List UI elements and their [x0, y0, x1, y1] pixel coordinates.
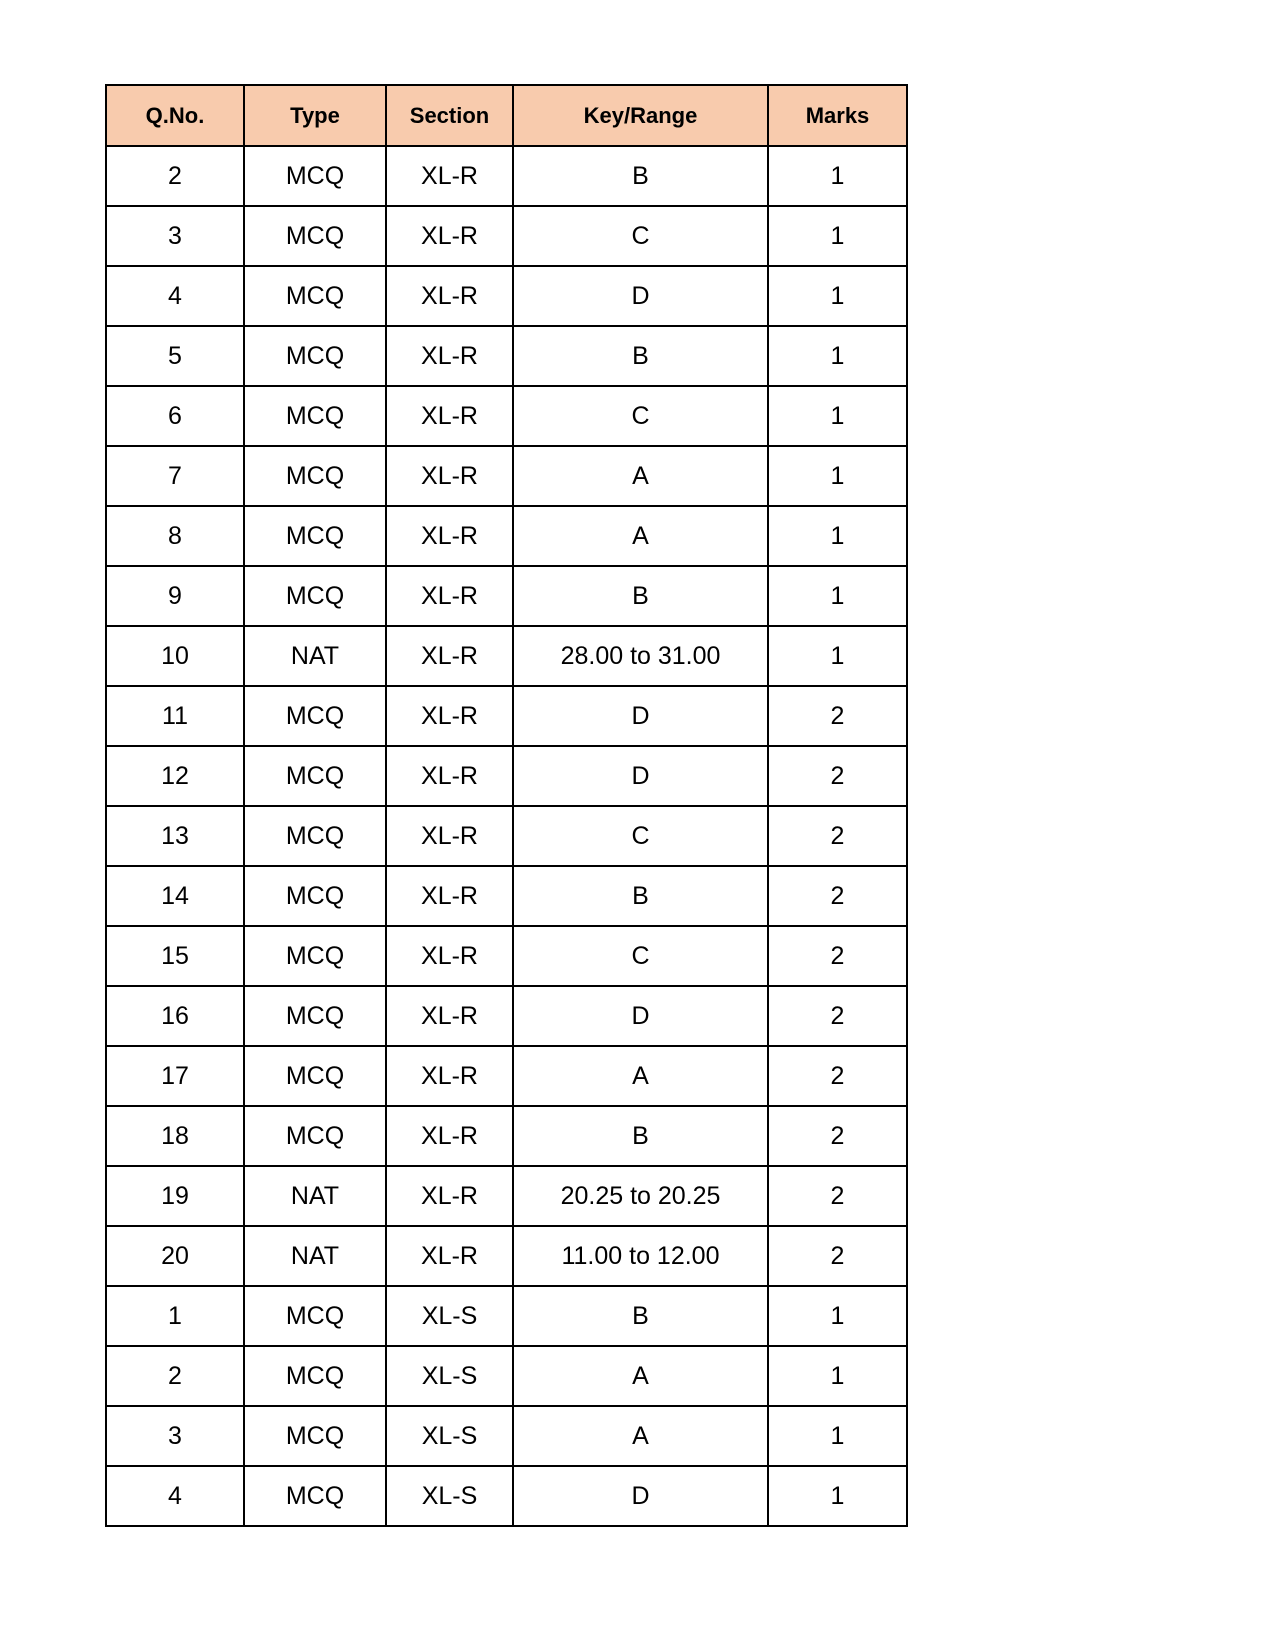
- cell-key-range: B: [513, 1106, 768, 1166]
- cell-marks: 1: [768, 146, 907, 206]
- cell-type: MCQ: [244, 806, 386, 866]
- cell-section: XL-R: [386, 1166, 513, 1226]
- cell-qno: 19: [106, 1166, 244, 1226]
- table-row: [106, 1466, 907, 1526]
- cell-key-range: B: [513, 1286, 768, 1346]
- cell-qno: 9: [106, 566, 244, 626]
- answer-key-table: [105, 84, 908, 1527]
- cell-key-range: 11.00 to 12.00: [513, 1226, 768, 1286]
- cell-marks: 1: [768, 506, 907, 566]
- cell-section: XL-R: [386, 566, 513, 626]
- cell-qno: 4: [106, 1466, 244, 1526]
- cell-marks: 2: [768, 926, 907, 986]
- cell-key-range: A: [513, 1346, 768, 1406]
- cell-key-range: D: [513, 986, 768, 1046]
- cell-type: MCQ: [244, 326, 386, 386]
- table-row: [106, 986, 907, 1046]
- cell-key-range: C: [513, 926, 768, 986]
- cell-qno: 1: [106, 1286, 244, 1346]
- cell-type: MCQ: [244, 1406, 386, 1466]
- table-row: [106, 1046, 907, 1106]
- cell-key-range: 28.00 to 31.00: [513, 626, 768, 686]
- cell-section: XL-R: [386, 806, 513, 866]
- cell-type: MCQ: [244, 386, 386, 446]
- cell-marks: 1: [768, 1466, 907, 1526]
- table-row: [106, 386, 907, 446]
- table-row: [106, 1226, 907, 1286]
- cell-section: XL-R: [386, 1106, 513, 1166]
- cell-key-range: D: [513, 746, 768, 806]
- cell-section: XL-R: [386, 506, 513, 566]
- cell-marks: 2: [768, 1046, 907, 1106]
- cell-qno: 6: [106, 386, 244, 446]
- cell-qno: 3: [106, 206, 244, 266]
- cell-qno: 14: [106, 866, 244, 926]
- header-section: Section: [386, 85, 513, 146]
- cell-section: XL-R: [386, 746, 513, 806]
- header-marks: Marks: [768, 85, 907, 146]
- cell-type: MCQ: [244, 566, 386, 626]
- cell-type: MCQ: [244, 1106, 386, 1166]
- table-row: [106, 506, 907, 566]
- cell-qno: 10: [106, 626, 244, 686]
- table-row: [106, 926, 907, 986]
- cell-type: MCQ: [244, 1466, 386, 1526]
- cell-section: XL-R: [386, 266, 513, 326]
- cell-qno: 18: [106, 1106, 244, 1166]
- cell-key-range: B: [513, 146, 768, 206]
- cell-type: MCQ: [244, 506, 386, 566]
- cell-section: XL-R: [386, 926, 513, 986]
- cell-qno: 11: [106, 686, 244, 746]
- cell-qno: 20: [106, 1226, 244, 1286]
- cell-section: XL-S: [386, 1346, 513, 1406]
- cell-qno: 8: [106, 506, 244, 566]
- cell-key-range: B: [513, 566, 768, 626]
- table-row: [106, 1406, 907, 1466]
- cell-section: XL-R: [386, 386, 513, 446]
- cell-key-range: 20.25 to 20.25: [513, 1166, 768, 1226]
- cell-marks: 1: [768, 446, 907, 506]
- cell-key-range: D: [513, 686, 768, 746]
- header-qno: Q.No.: [106, 85, 244, 146]
- table-row: [106, 1106, 907, 1166]
- cell-marks: 2: [768, 746, 907, 806]
- table-row: [106, 1286, 907, 1346]
- cell-type: MCQ: [244, 866, 386, 926]
- cell-type: MCQ: [244, 686, 386, 746]
- cell-qno: 16: [106, 986, 244, 1046]
- cell-qno: 2: [106, 146, 244, 206]
- cell-marks: 2: [768, 866, 907, 926]
- cell-marks: 1: [768, 326, 907, 386]
- cell-marks: 2: [768, 986, 907, 1046]
- cell-qno: 12: [106, 746, 244, 806]
- cell-section: XL-S: [386, 1406, 513, 1466]
- cell-section: XL-R: [386, 446, 513, 506]
- table-row: [106, 266, 907, 326]
- cell-marks: 2: [768, 806, 907, 866]
- table-header-row: [106, 85, 907, 146]
- cell-section: XL-R: [386, 146, 513, 206]
- cell-qno: 5: [106, 326, 244, 386]
- cell-section: XL-S: [386, 1466, 513, 1526]
- cell-type: MCQ: [244, 746, 386, 806]
- cell-key-range: A: [513, 1046, 768, 1106]
- table-row: [106, 1166, 907, 1226]
- table-row: [106, 626, 907, 686]
- table-row: [106, 146, 907, 206]
- table-row: [106, 566, 907, 626]
- cell-marks: 2: [768, 1226, 907, 1286]
- table-body: [106, 146, 907, 1526]
- cell-type: NAT: [244, 1166, 386, 1226]
- cell-qno: 17: [106, 1046, 244, 1106]
- cell-key-range: D: [513, 1466, 768, 1526]
- cell-type: MCQ: [244, 446, 386, 506]
- cell-qno: 13: [106, 806, 244, 866]
- cell-section: XL-R: [386, 686, 513, 746]
- cell-type: MCQ: [244, 926, 386, 986]
- cell-type: MCQ: [244, 1286, 386, 1346]
- cell-section: XL-R: [386, 986, 513, 1046]
- cell-marks: 2: [768, 1106, 907, 1166]
- cell-type: NAT: [244, 1226, 386, 1286]
- cell-section: XL-R: [386, 1046, 513, 1106]
- cell-type: MCQ: [244, 266, 386, 326]
- cell-type: MCQ: [244, 146, 386, 206]
- table-row: [106, 686, 907, 746]
- cell-marks: 1: [768, 566, 907, 626]
- cell-qno: 3: [106, 1406, 244, 1466]
- table-row: [106, 446, 907, 506]
- table-row: [106, 746, 907, 806]
- cell-section: XL-R: [386, 866, 513, 926]
- cell-key-range: B: [513, 326, 768, 386]
- cell-qno: 4: [106, 266, 244, 326]
- table-row: [106, 1346, 907, 1406]
- cell-key-range: D: [513, 266, 768, 326]
- cell-type: MCQ: [244, 1346, 386, 1406]
- cell-marks: 1: [768, 206, 907, 266]
- cell-marks: 2: [768, 1166, 907, 1226]
- cell-key-range: A: [513, 1406, 768, 1466]
- table-row: [106, 206, 907, 266]
- cell-qno: 15: [106, 926, 244, 986]
- header-key-range: Key/Range: [513, 85, 768, 146]
- cell-marks: 1: [768, 266, 907, 326]
- cell-type: NAT: [244, 626, 386, 686]
- cell-marks: 1: [768, 386, 907, 446]
- table-row: [106, 866, 907, 926]
- cell-key-range: A: [513, 506, 768, 566]
- cell-section: XL-R: [386, 326, 513, 386]
- cell-marks: 1: [768, 1406, 907, 1466]
- cell-marks: 1: [768, 626, 907, 686]
- cell-key-range: A: [513, 446, 768, 506]
- table-row: [106, 806, 907, 866]
- header-type: Type: [244, 85, 386, 146]
- cell-key-range: C: [513, 206, 768, 266]
- table-row: [106, 326, 907, 386]
- cell-key-range: B: [513, 866, 768, 926]
- cell-type: MCQ: [244, 1046, 386, 1106]
- cell-qno: 2: [106, 1346, 244, 1406]
- cell-type: MCQ: [244, 986, 386, 1046]
- cell-marks: 2: [768, 686, 907, 746]
- cell-qno: 7: [106, 446, 244, 506]
- cell-marks: 1: [768, 1286, 907, 1346]
- cell-section: XL-R: [386, 206, 513, 266]
- cell-key-range: C: [513, 386, 768, 446]
- cell-section: XL-S: [386, 1286, 513, 1346]
- cell-marks: 1: [768, 1346, 907, 1406]
- cell-key-range: C: [513, 806, 768, 866]
- cell-section: XL-R: [386, 1226, 513, 1286]
- cell-section: XL-R: [386, 626, 513, 686]
- cell-type: MCQ: [244, 206, 386, 266]
